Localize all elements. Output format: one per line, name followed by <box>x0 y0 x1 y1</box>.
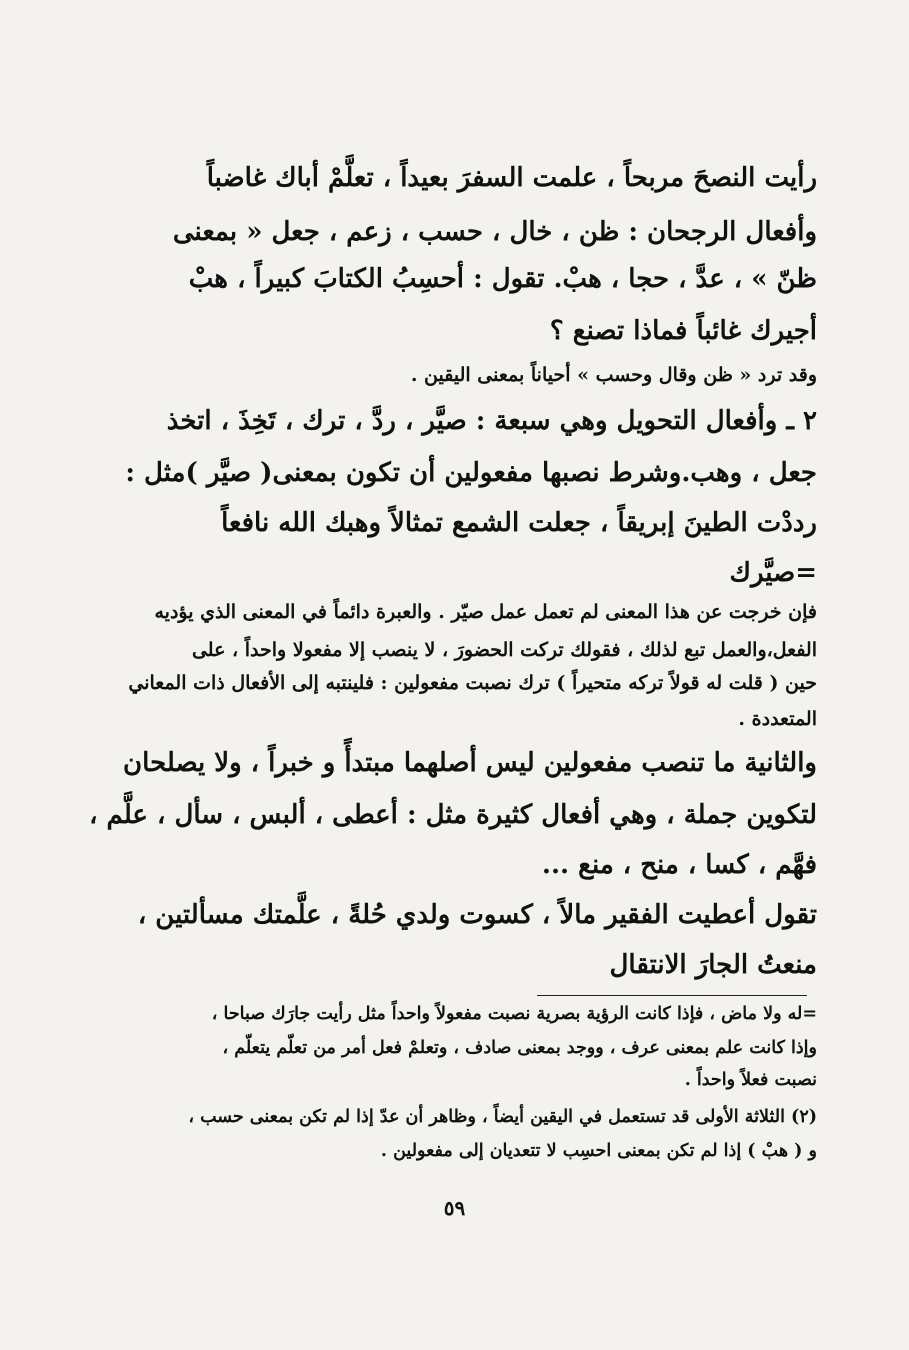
text-line-5: ٢ ـ وأفعال التحويل وهي سبعة : صيَّر ، ردَّ ، ترك ، تَخِذَ ، اتخذ <box>166 406 817 436</box>
footnote-line-4: (٢) الثلاثة الأولى قد تستعمل في اليقين أيضاً ، وظاهر أن عدّ إذا لم تكن بمعنى حسب ، <box>188 1107 817 1127</box>
footnote-line-1: =له ولا ماض ، فإذا كانت الرؤية بصرية نصبت مفعولاً واحداً مثل رأيت جارَك صباحا ، <box>211 1004 817 1024</box>
text-line-4: أجيرك غائباً فماذا تصنع ؟ <box>549 316 817 346</box>
text-line-11: فهَّم ، كسا ، منح ، منع ... <box>541 850 817 880</box>
text-line-8: =صيَّرك <box>729 558 817 588</box>
note-line-4: حين ( قلت له قولاً تركه متحيراً ) ترك نصبت مفعولين : فلينتبه إلى الأفعال ذات المعاني <box>128 672 817 694</box>
text-line-10: لتكوين جملة ، وهي أفعال كثيرة مثل : أعطى ، ألبس ، سأل ، علَّم ، <box>89 800 817 830</box>
page-number: ٥٩ <box>443 1196 466 1220</box>
text-line-13: منعتُ الجارَ الانتقال <box>609 950 817 980</box>
footnote-line-3: نصبت فعلاً واحداً . <box>684 1070 817 1090</box>
note-line-1: وقد ترد « ظن وقال وحسب » أحياناً بمعنى اليقين . <box>410 364 817 386</box>
footnote-divider <box>537 995 807 996</box>
note-line-3: الفعل،والعمل تبع لذلك ، فقولك تركت الحضورَ ، لا ينصب إلا مفعولا واحداً ، على <box>191 639 817 661</box>
text-line-3: ظنّ » ، عدَّ ، حجا ، هبْ. تقول : أحسِبُ الكتابَ كبيراً ، هبْ <box>188 264 817 294</box>
footnote-line-5: و ( هبْ ) إذا لم تكن بمعنى احسِب لا تتعديان إلى مفعولين . <box>380 1141 817 1161</box>
footnote-line-2: وإذا كانت علم بمعنى عرف ، ووجد بمعنى صادف ، وتعلمْ فعل أمر من تعلّم يتعلّم ، <box>222 1038 817 1058</box>
text-line-12: تقول أعطيت الفقير مالاً ، كسوت ولدي حُلةً ، علَّمتك مسألتين ، <box>137 900 817 930</box>
note-line-5: المتعددة . <box>738 708 817 730</box>
text-line-1: رأيت النصحَ مربحاً ، علمت السفرَ بعيداً ، تعلَّمْ أباك غاضباً <box>206 163 817 193</box>
text-line-9: والثانية ما تنصب مفعولين ليس أصلهما مبتدأً و خبراً ، ولا يصلحان <box>123 748 817 778</box>
text-line-6: جعل ، وهب.وشرط نصبها مفعولين أن تكون بمعنى( صيَّر )مثل : <box>125 458 817 488</box>
text-line-7: رددْت الطينَ إبريقاً ، جعلت الشمع تمثالاً وهبك الله نافعاً <box>221 508 817 538</box>
text-line-2: وأفعال الرجحان : ظن ، خال ، حسب ، زعم ، جعل « بمعنى <box>172 217 817 247</box>
note-line-2: فإن خرجت عن هذا المعنى لم تعمل عمل صيّر . والعبرة دائماً في المعنى الذي يؤديه <box>154 601 817 623</box>
